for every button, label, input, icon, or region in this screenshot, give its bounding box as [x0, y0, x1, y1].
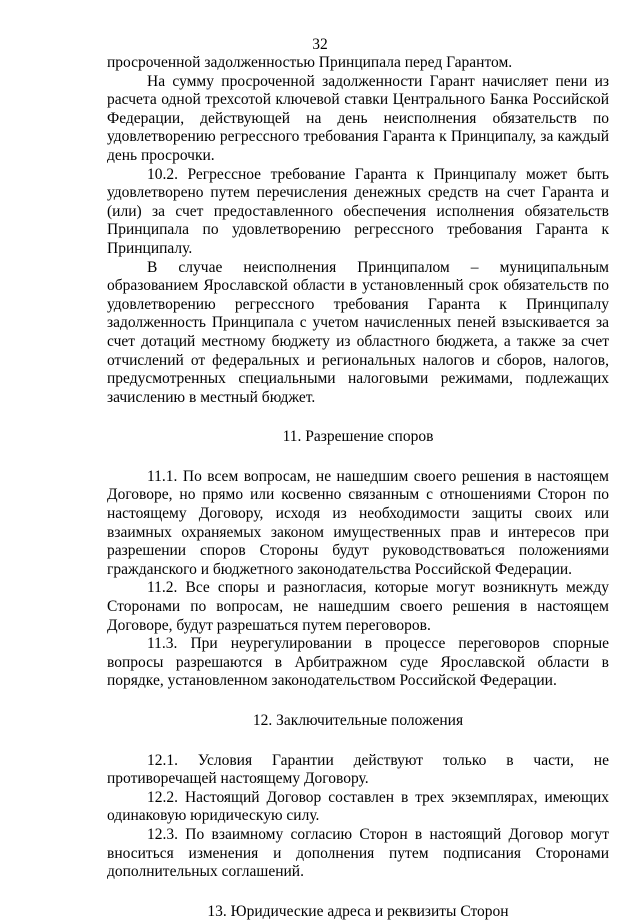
page-number: 32 — [312, 36, 328, 53]
paragraph-10-2: 10.2. Регрессное требование Гаранта к Принципалу может быть удовлетворено путем перечисления денежных средств на счет Гаранта и (или) за счет предоставленного обеспечения исполнения обязательств Принципала по удовлетворению регрессного требования Гаранта к Принципалу. — [107, 165, 609, 257]
paragraph-11-2: 11.2. Все споры и разногласия, которые могут возникнуть между Сторонами по вопросам, не нашедшим своего решения в настоящем Договоре, будут разрешаться путем переговоров. — [107, 579, 609, 634]
paragraph-12-1: 12.1. Условия Гарантии действуют только в части, не противоречащей настоящему Договору. — [107, 751, 609, 788]
section-13-heading: 13. Юридические адреса и реквизиты Сторон — [207, 902, 509, 920]
paragraph-11-3: 11.3. При неурегулировании в процессе переговоров спорные вопросы разрешаются в Арбитражном суде Ярославской области в порядке, установленном законодательством Российской Федерации. — [107, 635, 609, 690]
paragraph-11-1: 11.1. По всем вопросам, не нашедшим своего решения в настоящем Договоре, но прямо или косвенно связанным с отношениями Сторон по настоящему Договору, исходя из необходимости защиты своих или взаимных охраняемых законом имущественных прав и интересов при разрешении споров Стороны будут руководствоваться положениями гражданского и бюджетного законодательства Российской Федерации. — [107, 467, 609, 578]
paragraph-continuation: просроченной задолженностью Принципала перед Гарантом. — [107, 54, 513, 71]
paragraph-12-3: 12.3. По взаимному согласию Сторон в настоящий Договор могут вноситься изменения и дополнения путем подписания Сторонами дополнительных соглашений. — [107, 825, 609, 881]
document-body — [107, 54, 609, 921]
section-12-heading: 12. Заключительные положения — [252, 712, 464, 729]
paragraph-12-2: 12.2. Настоящий Договор составлен в трех экземплярах, имеющих одинаковую юридическую силу. — [107, 788, 609, 825]
paragraph-penalty: На сумму просроченной задолженности Гарант начисляет пени из расчета одной трехсотой ключевой ставки Центрального Банка Российской Федерации, действующей на день неисполнения обязательств по удовлетворению регрессного требования Гаранта к Принципалу, за каждый день просрочки. — [107, 72, 609, 164]
section-11-heading: 11. Разрешение споров — [282, 428, 434, 446]
paragraph-default-case: В случае неисполнения Принципалом – муниципальным образованием Ярославской области в установленный срок обязательств по удовлетворению регрессного требования Гаранта к Принципалу задолженность Принципала с учетом начисленных пеней взыскивается за счет дотаций местному бюджету из областного бюджета, а также за счет отчислений от федеральных и региональных налогов и сборов, налогов, предусмотренных специальными налоговыми режимами, подлежащих зачислению в местный бюджет. — [107, 258, 609, 406]
